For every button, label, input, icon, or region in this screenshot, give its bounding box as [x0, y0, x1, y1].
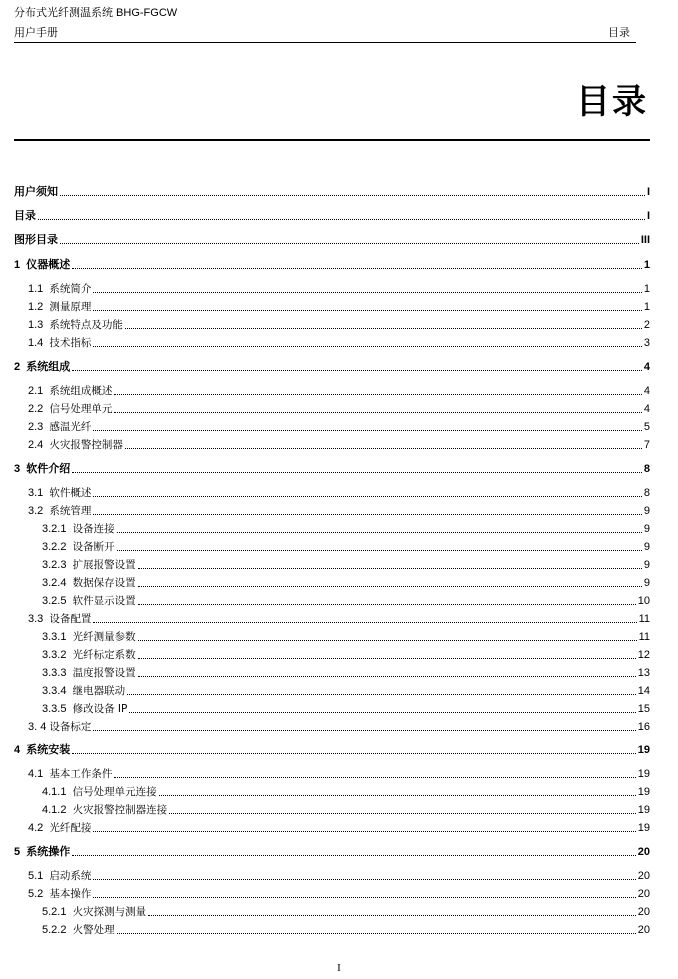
toc-entry-title: 目录 — [14, 210, 36, 222]
toc-entry-title: 设备断开 — [72, 541, 115, 553]
toc-entry-number: 3.3.4 — [42, 685, 73, 697]
toc-leader-dots — [93, 729, 635, 731]
toc-leader-dots — [114, 393, 641, 395]
toc-entry-number: 3.3 — [28, 613, 50, 625]
toc-entry-number: 4.1.1 — [42, 786, 73, 798]
toc-entry-page: III — [640, 234, 650, 246]
toc-entry-page: 13 — [637, 667, 650, 679]
toc-entry-title: 设备配置 — [49, 613, 92, 625]
toc-entry[interactable] — [14, 741, 650, 757]
toc-entry[interactable] — [14, 316, 650, 332]
toc-entry-number: 3 — [14, 463, 27, 475]
toc-entry-number: 4.1 — [28, 768, 50, 780]
toc-entry[interactable] — [14, 231, 650, 247]
toc-entry[interactable] — [14, 502, 650, 518]
toc-entry-page: 4 — [643, 403, 650, 415]
toc-leader-dots — [148, 914, 636, 916]
toc-entry-number: 5 — [14, 846, 27, 858]
toc-entry-title: 光纤测量参数 — [72, 631, 136, 643]
toc-entry-page: 5 — [643, 421, 650, 433]
toc-entry-title: 启动系统 — [49, 870, 92, 882]
toc-entry-page: 19 — [637, 786, 650, 798]
toc-entry[interactable] — [14, 520, 650, 536]
toc-entry[interactable] — [14, 436, 650, 452]
toc-leader-dots — [72, 752, 636, 754]
toc-entry-number: 5.1 — [28, 870, 50, 882]
toc-entry-title: 系统安装 — [26, 744, 71, 756]
toc-entry[interactable] — [14, 574, 650, 590]
toc-entry[interactable] — [14, 256, 650, 272]
toc-entry[interactable] — [14, 765, 650, 781]
toc-entry-number: 1 — [14, 259, 27, 271]
toc-entry-page: 1 — [643, 283, 650, 295]
toc-entry-number: 2 — [14, 361, 27, 373]
toc-leader-dots — [117, 549, 642, 551]
toc-entry-title: 光纤配接 — [49, 822, 92, 834]
toc-entry-page: 1 — [643, 259, 650, 271]
toc-entry-page: 9 — [643, 559, 650, 571]
toc-entry[interactable] — [14, 334, 650, 350]
toc-leader-dots — [138, 567, 642, 569]
toc-entry-number: 2.2 — [28, 403, 50, 415]
toc-entry-title: 技术指标 — [49, 337, 92, 349]
toc-entry-number: 4.2 — [28, 822, 50, 834]
toc-leader-dots — [138, 603, 636, 605]
toc-entry-number: 3.2.5 — [42, 595, 73, 607]
toc-leader-dots — [60, 242, 639, 244]
toc-entry[interactable] — [14, 207, 650, 223]
toc-leader-dots — [138, 657, 636, 659]
toc-leader-dots — [93, 429, 641, 431]
toc-entry-page: 19 — [637, 768, 650, 780]
toc-entry-number: 5.2 — [28, 888, 50, 900]
toc-entry-number: 3.2.4 — [42, 577, 73, 589]
table-of-contents — [14, 0, 650, 979]
toc-entry-title: 系统特点及功能 — [49, 319, 123, 331]
toc-entry[interactable] — [14, 700, 650, 716]
toc-entry-title: 火警处理 — [72, 924, 115, 936]
toc-leader-dots — [125, 327, 642, 329]
toc-entry-number: 3.2 — [28, 505, 50, 517]
toc-entry-page: 19 — [637, 822, 650, 834]
toc-entry-number: 4.1.2 — [42, 804, 73, 816]
toc-entry-page: 4 — [643, 361, 650, 373]
toc-leader-dots — [72, 267, 642, 269]
toc-entry-number: 5.2.1 — [42, 906, 73, 918]
toc-entry[interactable] — [14, 484, 650, 500]
toc-entry-title: 基本工作条件 — [49, 768, 113, 780]
toc-entry[interactable] — [14, 418, 650, 434]
toc-entry[interactable] — [14, 921, 650, 937]
toc-entry-title: 火灾报警控制器连接 — [72, 804, 168, 816]
toc-entry-title: 信号处理单元 — [49, 403, 113, 415]
toc-entry-title: 软件概述 — [49, 487, 92, 499]
toc-entry-page: 20 — [637, 870, 650, 882]
toc-entry-page: 20 — [637, 888, 650, 900]
toc-leader-dots — [72, 471, 642, 473]
toc-entry-number: 1.1 — [28, 283, 50, 295]
toc-entry-title: 光纤标定系数 — [72, 649, 136, 661]
toc-leader-dots — [93, 878, 635, 880]
page-number: I — [337, 962, 341, 974]
toc-leader-dots — [93, 513, 641, 515]
toc-entry[interactable] — [14, 885, 650, 901]
toc-entry-title: 软件介绍 — [26, 463, 71, 475]
toc-entry-title: 用户须知 — [14, 186, 58, 198]
toc-entry-title: 设备标定 — [49, 721, 92, 733]
document-title: 分布式光纤测温系统 BHG-FGCW — [14, 7, 178, 19]
toc-entry-title: 软件显示设置 — [72, 595, 136, 607]
toc-entry-title: 温度报警设置 — [72, 667, 136, 679]
toc-entry-page: 9 — [643, 541, 650, 553]
toc-entry-number: 3.3.2 — [42, 649, 73, 661]
toc-entry-title: 感温光纤 — [49, 421, 92, 433]
toc-leader-dots — [138, 585, 642, 587]
toc-leader-dots — [138, 639, 637, 641]
toc-entry-number: 2.4 — [28, 439, 50, 451]
toc-entry-title: 扩展报警设置 — [72, 559, 136, 571]
toc-entry[interactable] — [14, 183, 650, 199]
toc-entry[interactable] — [14, 358, 650, 374]
toc-entry-title: 系统管理 — [49, 505, 92, 517]
toc-entry[interactable] — [14, 801, 650, 817]
toc-entry-page: 12 — [637, 649, 650, 661]
toc-entry-number: 3.2.3 — [42, 559, 73, 571]
toc-entry-page: 8 — [643, 463, 650, 475]
toc-leader-dots — [114, 411, 641, 413]
toc-entry-page: 11 — [638, 631, 650, 643]
toc-entry-page: 9 — [643, 505, 650, 517]
toc-entry-title: 仪器概述 — [26, 259, 71, 271]
toc-entry-page: 20 — [637, 846, 650, 858]
toc-leader-dots — [93, 345, 641, 347]
toc-entry-page: 9 — [643, 577, 650, 589]
toc-entry-page: 1 — [643, 301, 650, 313]
toc-leader-dots — [93, 309, 641, 311]
toc-entry-page: 4 — [643, 385, 650, 397]
toc-leader-dots — [169, 812, 636, 814]
toc-entry[interactable] — [14, 460, 650, 476]
toc-entry-title: 火灾报警控制器 — [49, 439, 123, 451]
toc-entry-page: 11 — [638, 613, 650, 625]
toc-entry-title: 系统操作 — [26, 846, 71, 858]
toc-entry-page: 7 — [643, 439, 650, 451]
toc-entry-page: 10 — [637, 595, 650, 607]
toc-entry[interactable] — [14, 280, 650, 296]
toc-entry-number: 3. 4 — [28, 721, 50, 733]
toc-entry-title: 基本操作 — [49, 888, 92, 900]
toc-entry[interactable] — [14, 610, 650, 626]
toc-entry[interactable] — [14, 819, 650, 835]
toc-entry-page: 3 — [643, 337, 650, 349]
toc-entry[interactable] — [14, 628, 650, 644]
toc-leader-dots — [72, 369, 642, 371]
toc-entry-page: I — [646, 186, 650, 198]
toc-entry[interactable] — [14, 843, 650, 859]
toc-entry-number: 4 — [14, 744, 27, 756]
toc-entry[interactable] — [14, 400, 650, 416]
toc-entry[interactable] — [14, 903, 650, 919]
toc-entry[interactable] — [14, 783, 650, 799]
toc-entry-title: 信号处理单元连接 — [72, 786, 157, 798]
toc-entry[interactable] — [14, 646, 650, 662]
toc-entry[interactable] — [14, 664, 650, 680]
toc-entry-title: 系统组成概述 — [49, 385, 113, 397]
toc-entry-page: 2 — [643, 319, 650, 331]
toc-entry-number: 3.3.5 — [42, 703, 73, 715]
document-subtitle: 用户手册 — [14, 27, 58, 39]
toc-entry-number: 3.2.2 — [42, 541, 73, 553]
toc-entry[interactable] — [14, 867, 650, 883]
toc-entry[interactable] — [14, 298, 650, 314]
toc-entry-page: 19 — [637, 744, 650, 756]
toc-leader-dots — [138, 675, 636, 677]
toc-entry-title: 系统组成 — [26, 361, 71, 373]
toc-entry-page: 19 — [637, 804, 650, 816]
toc-leader-dots — [117, 531, 642, 533]
toc-entry-title: 数据保存设置 — [72, 577, 136, 589]
page-title: 目录 — [576, 82, 648, 122]
toc-entry-title: 图形目录 — [14, 234, 58, 246]
toc-leader-dots — [159, 794, 636, 796]
toc-entry-title: 系统简介 — [49, 283, 92, 295]
toc-entry-page: 9 — [643, 523, 650, 535]
toc-entry-page: 8 — [643, 487, 650, 499]
toc-entry-title: 火灾探测与测量 — [72, 906, 147, 918]
toc-leader-dots — [93, 495, 641, 497]
toc-leader-dots — [114, 776, 635, 778]
toc-leader-dots — [93, 291, 641, 293]
toc-entry-page: I — [646, 210, 650, 222]
toc-leader-dots — [72, 854, 636, 856]
toc-entry-number: 3.3.1 — [42, 631, 73, 643]
toc-leader-dots — [129, 711, 635, 713]
toc-leader-dots — [93, 896, 635, 898]
toc-entry-number: 1.3 — [28, 319, 50, 331]
header-section-label: 目录 — [608, 27, 630, 39]
toc-entry[interactable] — [14, 556, 650, 572]
toc-entry[interactable] — [14, 592, 650, 608]
toc-leader-dots — [127, 693, 636, 695]
toc-entry-number: 2.3 — [28, 421, 50, 433]
toc-entry-number: 3.3.3 — [42, 667, 73, 679]
toc-entry[interactable] — [14, 382, 650, 398]
toc-entry-page: 20 — [637, 924, 650, 936]
toc-entry-number: 5.2.2 — [42, 924, 73, 936]
toc-entry-title: 测量原理 — [49, 301, 92, 313]
toc-entry-number: 3.1 — [28, 487, 50, 499]
toc-entry-number: 1.2 — [28, 301, 50, 313]
toc-entry-page: 15 — [637, 703, 650, 715]
toc-entry-title: 继电器联动 — [72, 685, 126, 697]
toc-leader-dots — [60, 194, 645, 196]
toc-entry[interactable] — [14, 718, 650, 734]
toc-entry-number: 3.2.1 — [42, 523, 73, 535]
toc-entry[interactable] — [14, 538, 650, 554]
toc-entry-title: 修改设备 IP — [72, 703, 128, 715]
toc-entry-number: 1.4 — [28, 337, 50, 349]
toc-entry-page: 16 — [637, 721, 650, 733]
toc-leader-dots — [93, 621, 636, 623]
toc-leader-dots — [117, 932, 636, 934]
toc-entry-number: 2.1 — [28, 385, 50, 397]
toc-entry-page: 14 — [637, 685, 650, 697]
toc-entry[interactable] — [14, 682, 650, 698]
toc-entry-page: 20 — [637, 906, 650, 918]
toc-entry-title: 设备连接 — [72, 523, 115, 535]
toc-leader-dots — [38, 218, 645, 220]
toc-leader-dots — [125, 447, 642, 449]
toc-leader-dots — [93, 830, 635, 832]
